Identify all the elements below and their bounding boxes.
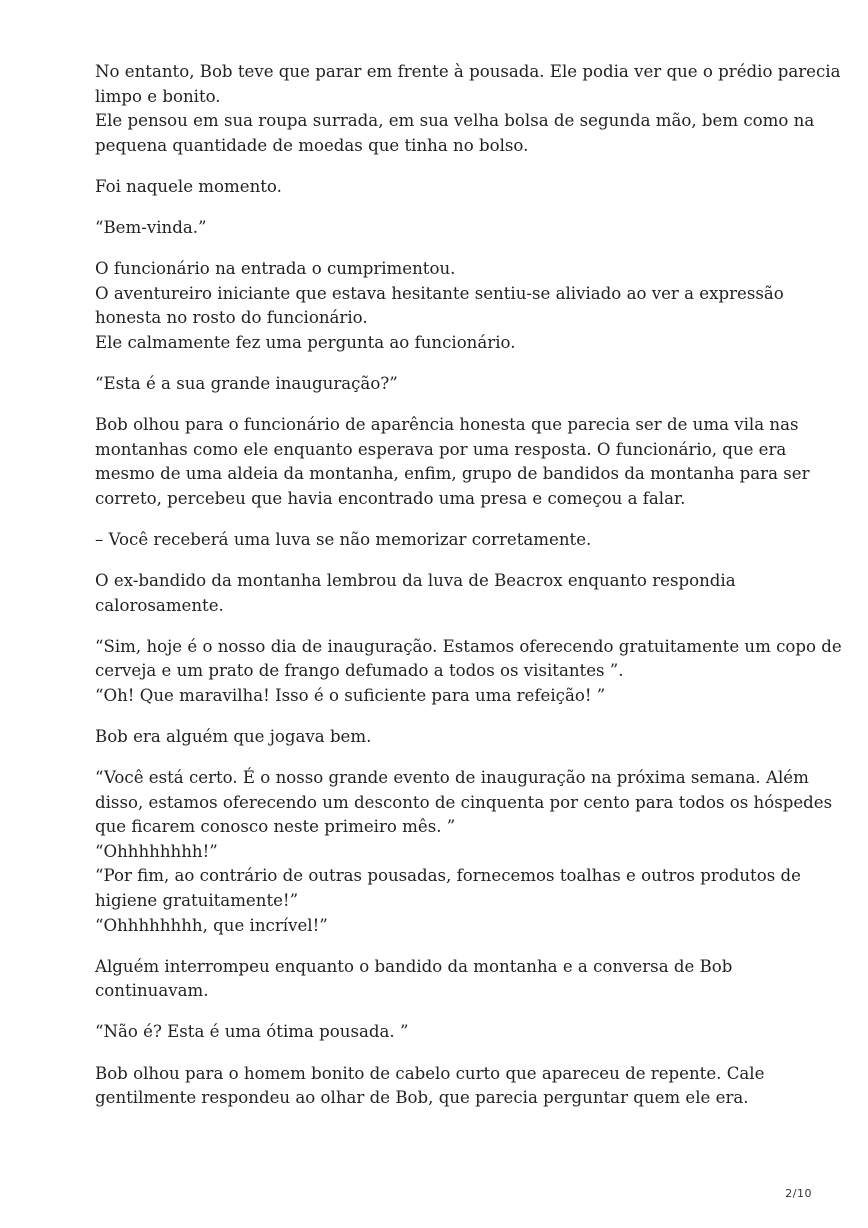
paragraph — [95, 372, 785, 397]
text-line: continuavam. — [95, 981, 209, 1001]
document-body — [95, 60, 842, 1127]
text-line: mesmo de uma aldeia da montanha, enfim, grupo de bandidos da montanha para ser — [95, 464, 810, 484]
text-line: montanhas como ele enquanto esperava por uma resposta. O funcionário, que era — [95, 439, 787, 459]
text-line: “Você está certo. É o nosso grande evento de inauguração na próxima semana. Além — [95, 768, 809, 788]
text-line: disso, estamos oferecendo um desconto de cinquenta por cento para todos os hóspedes — [95, 792, 833, 812]
paragraph — [95, 725, 785, 750]
text-line: “Sim, hoje é o nosso dia de inauguração. Estamos oferecendo gratuitamente um copo de — [95, 636, 842, 656]
paragraph — [95, 413, 810, 511]
text-line: Bob olhou para o funcionário de aparência honesta que parecia ser de uma vila nas — [95, 415, 799, 435]
text-line: “Não é? Esta é uma ótima pousada. ” — [95, 1022, 409, 1042]
paragraph — [95, 569, 785, 618]
text-line: O aventureiro iniciante que estava hesitante sentiu-se aliviado ao ver a expressão — [95, 283, 784, 303]
text-line: que ficarem conosco neste primeiro mês. ” — [95, 817, 456, 837]
text-line: gentilmente respondeu ao olhar de Bob, que parecia perguntar quem ele era. — [95, 1088, 749, 1108]
text-line: O ex-bandido da montanha lembrou da luva de Beacrox enquanto respondia — [95, 571, 736, 590]
text-line: “Esta é a sua grande inauguração?” — [95, 373, 398, 393]
text-line: cerveja e um prato de frango defumado a todos os visitantes ”. — [95, 661, 624, 681]
paragraph — [95, 257, 785, 355]
text-line: honesta no rosto do funcionário. — [95, 308, 368, 328]
paragraph — [95, 175, 785, 200]
page-number: 2/10 — [785, 1187, 812, 1200]
paragraph — [95, 955, 785, 1004]
text-line: higiene gratuitamente!” — [95, 891, 299, 911]
paragraph — [95, 1020, 785, 1045]
text-line: Bob olhou para o homem bonito de cabelo curto que apareceu de repente. Cale — [95, 1063, 765, 1083]
text-line: “Oh! Que maravilha! Isso é o suficiente para uma refeição! ” — [95, 685, 606, 705]
text-line: “Bem-vinda.” — [95, 217, 207, 237]
text-line: Bob era alguém que jogava bem. — [95, 726, 372, 746]
paragraph — [95, 1062, 785, 1111]
text-line: Ele pensou em sua roupa surrada, em sua velha bolsa de segunda mão, bem como na — [95, 111, 815, 131]
text-line: “Por fim, ao contrário de outras pousadas, fornecemos toalhas e outros produtos de — [95, 866, 801, 886]
text-line: “Ohhhhhhhh!” — [95, 841, 218, 861]
text-line: limpo e bonito. — [95, 86, 221, 106]
paragraph — [95, 528, 785, 553]
text-line: “Ohhhhhhhh, que incrível!” — [95, 915, 328, 935]
text-line: – Você receberá uma luva se não memorizar corretamente. — [95, 529, 592, 549]
paragraph — [95, 216, 785, 241]
text-line: Foi naquele momento. — [95, 176, 282, 196]
text-line: correto, percebeu que havia encontrado uma presa e começou a falar. — [95, 488, 686, 508]
text-line: pequena quantidade de moedas que tinha no bolso. — [95, 135, 529, 155]
text-line: No entanto, Bob teve que parar em frente à pousada. Ele podia ver que o prédio parecia — [95, 62, 841, 81]
paragraph — [95, 60, 841, 158]
text-line: Ele calmamente fez uma pergunta ao funcionário. — [95, 332, 516, 352]
paragraph — [95, 766, 833, 938]
text-line: O funcionário na entrada o cumprimentou. — [95, 259, 456, 279]
text-line: Alguém interrompeu enquanto o bandido da montanha e a conversa de Bob — [95, 956, 733, 976]
text-line: calorosamente. — [95, 595, 224, 615]
paragraph — [95, 635, 842, 709]
